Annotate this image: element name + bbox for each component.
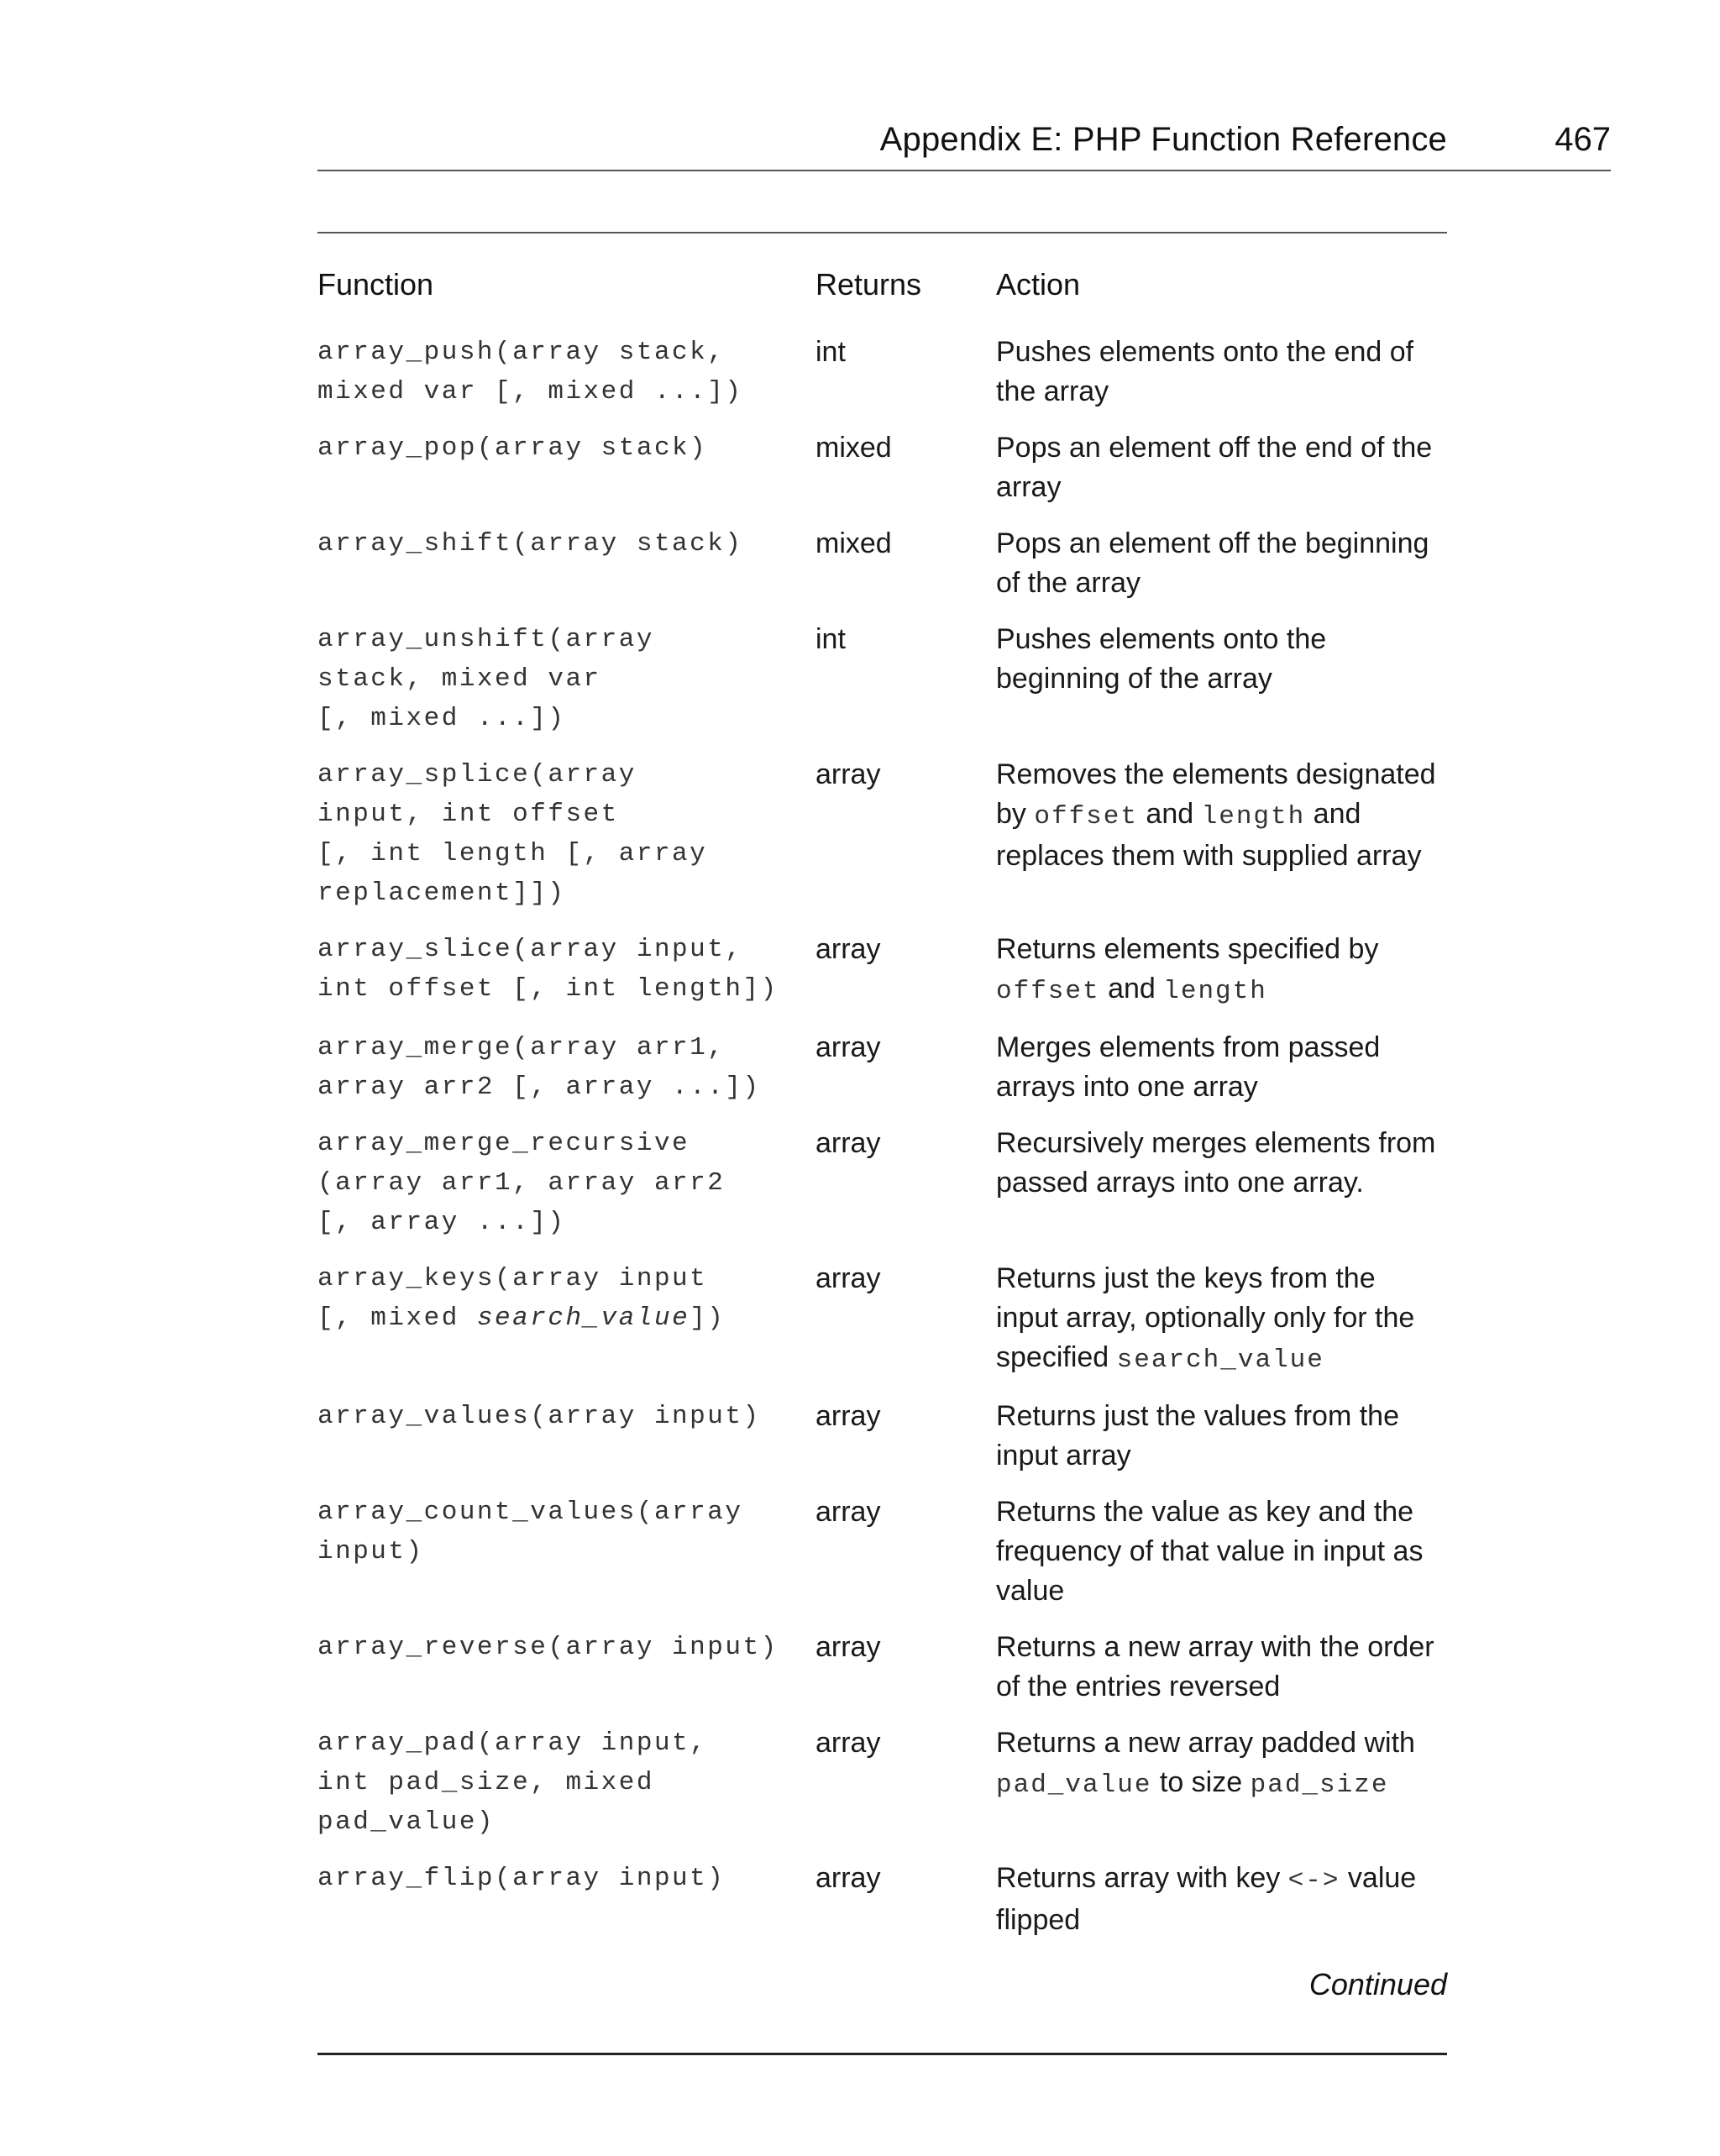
return-type: array: [815, 1262, 881, 1294]
code-term: length: [1201, 802, 1306, 831]
action-text: Merges elements from passed arrays into one array: [996, 1031, 1381, 1103]
return-type: array: [815, 1400, 881, 1432]
table-row: [317, 1859, 1447, 1957]
return-type: array: [815, 758, 881, 790]
table-row: [317, 524, 1447, 620]
return-type: array: [815, 1862, 881, 1894]
return-type: array: [815, 1631, 881, 1663]
table-row: [317, 1628, 1447, 1723]
code-term: offset: [1034, 802, 1138, 831]
action-text: to size: [1151, 1766, 1251, 1798]
action-text: Returns just the keys from the input array, optionally only for the specified: [996, 1262, 1415, 1373]
action-text: Returns a new array padded with: [996, 1727, 1415, 1759]
function-signature: array_reverse(array input): [317, 1633, 779, 1662]
action-description: [996, 1259, 1447, 1397]
return-type: mixed: [815, 527, 892, 559]
function-signature: array_shift(array stack): [317, 529, 743, 559]
function-signature: array_pop(array stack): [317, 433, 708, 463]
action-text: and: [1099, 973, 1164, 1005]
return-type: array: [815, 1496, 881, 1528]
function-signature: array_count_values(array input): [317, 1498, 743, 1566]
action-description: [996, 1492, 1447, 1628]
page-number: 467: [1555, 121, 1611, 158]
action-description: [996, 428, 1447, 524]
column-header-action: Action: [996, 267, 1081, 302]
return-type: int: [815, 336, 846, 368]
function-signature: array_merge_recursive (array arr1, array arr2 [, array ...]): [317, 1129, 726, 1237]
function-table: [317, 267, 1447, 1957]
function-signature: array_pad(array input, int pad_size, mixed pad_value): [317, 1728, 708, 1837]
return-type: int: [815, 623, 846, 655]
table-row: [317, 1397, 1447, 1492]
function-signature: array_push(array stack, mixed var [, mixed ...]): [317, 338, 743, 407]
function-text: ]): [690, 1304, 726, 1333]
function-signature: array_splice(array input, int offset [, int length [, array replacement]]): [317, 760, 708, 908]
function-signature: array_slice(array input, int offset [, int length]): [317, 935, 779, 1004]
action-text: Pops an element off the beginning of the array: [996, 527, 1429, 599]
function-reference-table: [317, 232, 1447, 2055]
action-description: [996, 1628, 1447, 1723]
table-row: [317, 755, 1447, 930]
function-signature: array_unshift(array stack, mixed var [, mixed ...]): [317, 625, 654, 733]
action-text: Returns just the values from the input array: [996, 1400, 1400, 1471]
table-top-rule: [317, 232, 1447, 233]
table-header-row: [317, 267, 1447, 333]
table-row: [317, 333, 1447, 428]
action-description: [996, 755, 1447, 930]
action-description: [996, 1723, 1447, 1859]
function-signature: array_merge(array arr1, array arr2 [, array ...]): [317, 1033, 761, 1102]
table-row: [317, 1492, 1447, 1628]
table-body: [317, 333, 1447, 1957]
action-text: Removes the elements designated by: [996, 758, 1436, 830]
action-text: and: [1137, 798, 1202, 830]
action-description: [996, 930, 1447, 1028]
code-term: pad_size: [1250, 1770, 1389, 1800]
function-text: array_keys(array input [, mixed: [317, 1264, 708, 1333]
code-term: length: [1163, 977, 1267, 1006]
action-description: [996, 524, 1447, 620]
table-row: [317, 930, 1447, 1028]
code-term: pad_value: [996, 1770, 1152, 1800]
running-header: [317, 118, 1611, 171]
continued-label: Continued: [1308, 1967, 1447, 2001]
action-description: [996, 333, 1447, 428]
running-title: Appendix E: PHP Function Reference: [879, 121, 1447, 158]
action-text: Pushes elements onto the beginning of the array: [996, 623, 1327, 695]
code-term: <->: [1287, 1866, 1340, 1896]
action-description: [996, 1397, 1447, 1492]
function-param-italic: search_value: [476, 1304, 690, 1333]
action-text: Returns the value as key and the frequency of that value in input as value: [996, 1496, 1424, 1607]
return-type: array: [815, 1727, 881, 1759]
table-row: [317, 1028, 1447, 1124]
action-text: Returns a new array with the order of the entries reversed: [996, 1631, 1434, 1702]
action-text: Pops an element off the end of the array: [996, 432, 1433, 503]
return-type: array: [815, 1031, 881, 1063]
column-header-function: Function: [317, 267, 434, 302]
action-text: and replaces them with supplied array: [996, 798, 1422, 872]
table-row: [317, 1124, 1447, 1259]
table-bottom-rule: [317, 2053, 1447, 2055]
return-type: mixed: [815, 432, 892, 464]
function-signature: array_values(array input): [317, 1402, 761, 1431]
return-type: array: [815, 1127, 881, 1159]
code-term: search_value: [1116, 1346, 1324, 1375]
action-text: Pushes elements onto the end of the array: [996, 336, 1414, 407]
action-text: value flipped: [996, 1862, 1417, 1936]
table-row: [317, 620, 1447, 755]
action-text: Returns elements specified by: [996, 933, 1379, 965]
action-description: [996, 1859, 1447, 1957]
action-description: [996, 620, 1447, 755]
table-row: [317, 428, 1447, 524]
action-description: [996, 1028, 1447, 1124]
action-description: [996, 1124, 1447, 1259]
function-signature: array_flip(array input): [317, 1864, 726, 1893]
function-signature: [317, 1259, 815, 1397]
table-row: [317, 1723, 1447, 1859]
table-row: [317, 1259, 1447, 1397]
return-type: array: [815, 933, 881, 965]
column-header-returns: Returns: [815, 267, 922, 302]
code-term: offset: [996, 977, 1100, 1006]
action-text: Returns array with key: [996, 1862, 1288, 1894]
action-text: Recursively merges elements from passed arrays into one array.: [996, 1127, 1436, 1199]
